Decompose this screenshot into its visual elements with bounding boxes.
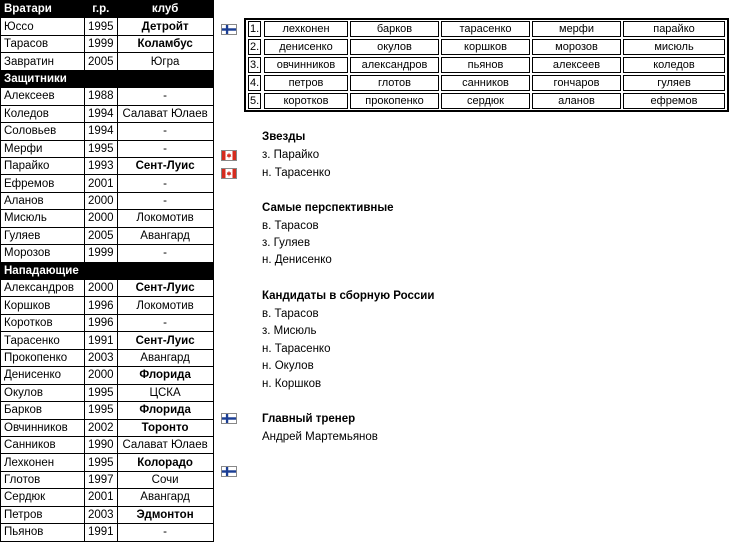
player-year: 2005 <box>85 227 118 244</box>
candidates-item: н. Тарасенко <box>262 343 331 355</box>
player-year: 2000 <box>85 367 118 384</box>
prospects-title: Самые перспективные <box>262 202 394 214</box>
line-player: окулов <box>350 39 439 55</box>
player-club: - <box>117 524 213 541</box>
forward-row <box>1 471 214 488</box>
player-year: 1991 <box>85 332 118 349</box>
player-year: 1994 <box>85 105 118 122</box>
candidates-title: Кандидаты в сборную России <box>262 290 435 302</box>
line-player: коротков <box>264 93 348 109</box>
defense-row <box>1 88 214 105</box>
player-name: Коротков <box>1 314 85 331</box>
forward-row <box>1 489 214 506</box>
player-name: Парайко <box>1 157 85 174</box>
stars-item: н. Тарасенко <box>262 167 331 179</box>
goalie-row <box>1 18 214 35</box>
player-year: 2000 <box>85 210 118 227</box>
player-name: Александров <box>1 280 85 297</box>
forward-row <box>1 419 214 436</box>
stars-title: Звезды <box>262 131 306 143</box>
player-club: - <box>117 314 213 331</box>
player-club: - <box>117 175 213 192</box>
player-name: Гуляев <box>1 227 85 244</box>
player-club: - <box>117 140 213 157</box>
player-club: Детройт <box>117 18 213 35</box>
defense-row <box>1 105 214 122</box>
forward-row <box>1 367 214 384</box>
line-player: глотов <box>350 75 439 91</box>
finland-flag-icon <box>221 413 237 424</box>
player-year: 1995 <box>85 140 118 157</box>
prospects-item: в. Тарасов <box>262 220 319 232</box>
player-year: 2003 <box>85 506 118 523</box>
player-name: Лехконен <box>1 454 85 471</box>
player-year: 2000 <box>85 280 118 297</box>
player-club: Коламбус <box>117 35 213 52</box>
defense-header-row <box>1 70 214 87</box>
line-player: барков <box>350 21 439 37</box>
player-club: Локомотив <box>117 210 213 227</box>
canada-flag-icon <box>221 168 237 179</box>
line-player: пьянов <box>441 57 530 73</box>
defense-row <box>1 192 214 209</box>
line-player: овчинников <box>264 57 348 73</box>
player-year: 1991 <box>85 524 118 541</box>
player-name: Завратин <box>1 53 85 70</box>
player-name: Петров <box>1 506 85 523</box>
forward-row <box>1 384 214 401</box>
line-player: санников <box>441 75 530 91</box>
player-year: 1995 <box>85 18 118 35</box>
line-player: ефремов <box>623 93 725 109</box>
player-name: Пьянов <box>1 524 85 541</box>
defense-row <box>1 123 214 140</box>
club-column-header: клуб <box>117 1 213 18</box>
defense-row <box>1 157 214 174</box>
player-club: Югра <box>117 53 213 70</box>
player-year: 1999 <box>85 245 118 262</box>
player-club: Флорида <box>117 402 213 419</box>
line-row <box>246 38 727 56</box>
forward-row <box>1 332 214 349</box>
player-club: Авангард <box>117 227 213 244</box>
line-player: мисюль <box>623 39 725 55</box>
roster-table <box>0 0 214 542</box>
line-player: гуляев <box>623 75 725 91</box>
player-year: 1999 <box>85 35 118 52</box>
player-year: 2002 <box>85 419 118 436</box>
player-year: 1995 <box>85 454 118 471</box>
player-name: Сердюк <box>1 489 85 506</box>
player-club: Сент-Луис <box>117 332 213 349</box>
player-club: Сочи <box>117 471 213 488</box>
player-year: 1993 <box>85 157 118 174</box>
player-club: Сент-Луис <box>117 280 213 297</box>
line-player: прокопенко <box>350 93 439 109</box>
player-name: Санников <box>1 436 85 453</box>
finland-flag-icon <box>221 24 237 35</box>
defense-row <box>1 245 214 262</box>
player-name: Ефремов <box>1 175 85 192</box>
stars-item: з. Парайко <box>262 149 320 161</box>
prospects-item: н. Денисенко <box>262 254 332 266</box>
candidates-item: н. Окулов <box>262 360 314 372</box>
forward-row <box>1 314 214 331</box>
player-name: Алексеев <box>1 88 85 105</box>
defense-row <box>1 227 214 244</box>
player-name: Соловьев <box>1 123 85 140</box>
player-club: - <box>117 88 213 105</box>
line-number: 3. <box>250 59 260 71</box>
line-row <box>246 92 727 110</box>
line-player: алексеев <box>532 57 621 73</box>
player-year: 1997 <box>85 471 118 488</box>
line-player: гончаров <box>532 75 621 91</box>
line-player: мерфи <box>532 21 621 37</box>
player-name: Коледов <box>1 105 85 122</box>
player-club: Колорадо <box>117 454 213 471</box>
line-player: лехконен <box>264 21 348 37</box>
line-player: парайко <box>623 21 725 37</box>
player-year: 1996 <box>85 314 118 331</box>
defense-section-title: Защитники <box>1 70 85 87</box>
player-name: Барков <box>1 402 85 419</box>
candidates-item: в. Тарасов <box>262 308 319 320</box>
player-club: Торонто <box>117 419 213 436</box>
player-name: Мисюль <box>1 210 85 227</box>
player-year: 1995 <box>85 384 118 401</box>
player-name: Денисенко <box>1 367 85 384</box>
line-number: 2. <box>250 41 260 53</box>
player-year: 1995 <box>85 402 118 419</box>
player-name: Мерфи <box>1 140 85 157</box>
player-club: Сент-Луис <box>117 157 213 174</box>
forward-row <box>1 349 214 366</box>
prospects-item: з. Гуляев <box>262 237 311 249</box>
player-name: Тарасов <box>1 35 85 52</box>
forward-row <box>1 506 214 523</box>
goalies-header-row <box>1 1 214 18</box>
player-year: 1988 <box>85 88 118 105</box>
forwards-header-row <box>1 262 214 279</box>
forward-row <box>1 454 214 471</box>
forward-row <box>1 524 214 541</box>
player-club: - <box>117 192 213 209</box>
goalies-section-title: Вратари <box>1 1 85 18</box>
line-row <box>246 20 727 38</box>
player-club: Локомотив <box>117 297 213 314</box>
player-club: Салават Юлаев <box>117 105 213 122</box>
finland-flag-icon <box>221 466 237 477</box>
player-club: Салават Юлаев <box>117 436 213 453</box>
line-number: 1. <box>250 23 260 35</box>
player-club: ЦСКА <box>117 384 213 401</box>
player-year: 1994 <box>85 123 118 140</box>
player-name: Юссо <box>1 18 85 35</box>
player-year: 2001 <box>85 489 118 506</box>
forwards-section-title: Нападающие <box>1 262 85 279</box>
player-name: Окулов <box>1 384 85 401</box>
head-coach-title: Главный тренер <box>262 413 356 425</box>
line-player: денисенко <box>264 39 348 55</box>
year-column-header: г.р. <box>85 1 118 18</box>
player-name: Глотов <box>1 471 85 488</box>
goalie-row <box>1 35 214 52</box>
player-club: Авангард <box>117 489 213 506</box>
player-club: - <box>117 245 213 262</box>
head-coach-name: Андрей Мартемьянов <box>262 431 378 443</box>
player-year: 2005 <box>85 53 118 70</box>
goalie-row <box>1 53 214 70</box>
player-year: 2001 <box>85 175 118 192</box>
line-row <box>246 74 727 92</box>
player-name: Коршков <box>1 297 85 314</box>
player-year: 2000 <box>85 192 118 209</box>
player-name: Овчинников <box>1 419 85 436</box>
forward-row <box>1 436 214 453</box>
forward-row <box>1 297 214 314</box>
line-player: коршков <box>441 39 530 55</box>
forward-row <box>1 402 214 419</box>
player-club: Флорида <box>117 367 213 384</box>
player-name: Прокопенко <box>1 349 85 366</box>
line-player: петров <box>264 75 348 91</box>
line-player: коледов <box>623 57 725 73</box>
lines-grid <box>244 18 729 112</box>
defense-row <box>1 140 214 157</box>
line-player: тарасенко <box>441 21 530 37</box>
player-club: Эдмонтон <box>117 506 213 523</box>
defense-row <box>1 175 214 192</box>
player-name: Аланов <box>1 192 85 209</box>
player-name: Морозов <box>1 245 85 262</box>
player-club: - <box>117 123 213 140</box>
player-year: 1996 <box>85 297 118 314</box>
defense-row <box>1 210 214 227</box>
candidates-item: н. Коршков <box>262 378 322 390</box>
line-number: 4. <box>250 77 260 89</box>
canada-flag-icon <box>221 150 237 161</box>
forward-row <box>1 280 214 297</box>
line-number: 5. <box>250 95 260 107</box>
line-player: сердюк <box>441 93 530 109</box>
candidates-item: з. Мисюль <box>262 325 317 337</box>
line-row <box>246 56 727 74</box>
line-player: морозов <box>532 39 621 55</box>
player-club: Авангард <box>117 349 213 366</box>
player-name: Тарасенко <box>1 332 85 349</box>
line-player: аланов <box>532 93 621 109</box>
player-year: 1990 <box>85 436 118 453</box>
player-year: 2003 <box>85 349 118 366</box>
line-player: александров <box>350 57 439 73</box>
